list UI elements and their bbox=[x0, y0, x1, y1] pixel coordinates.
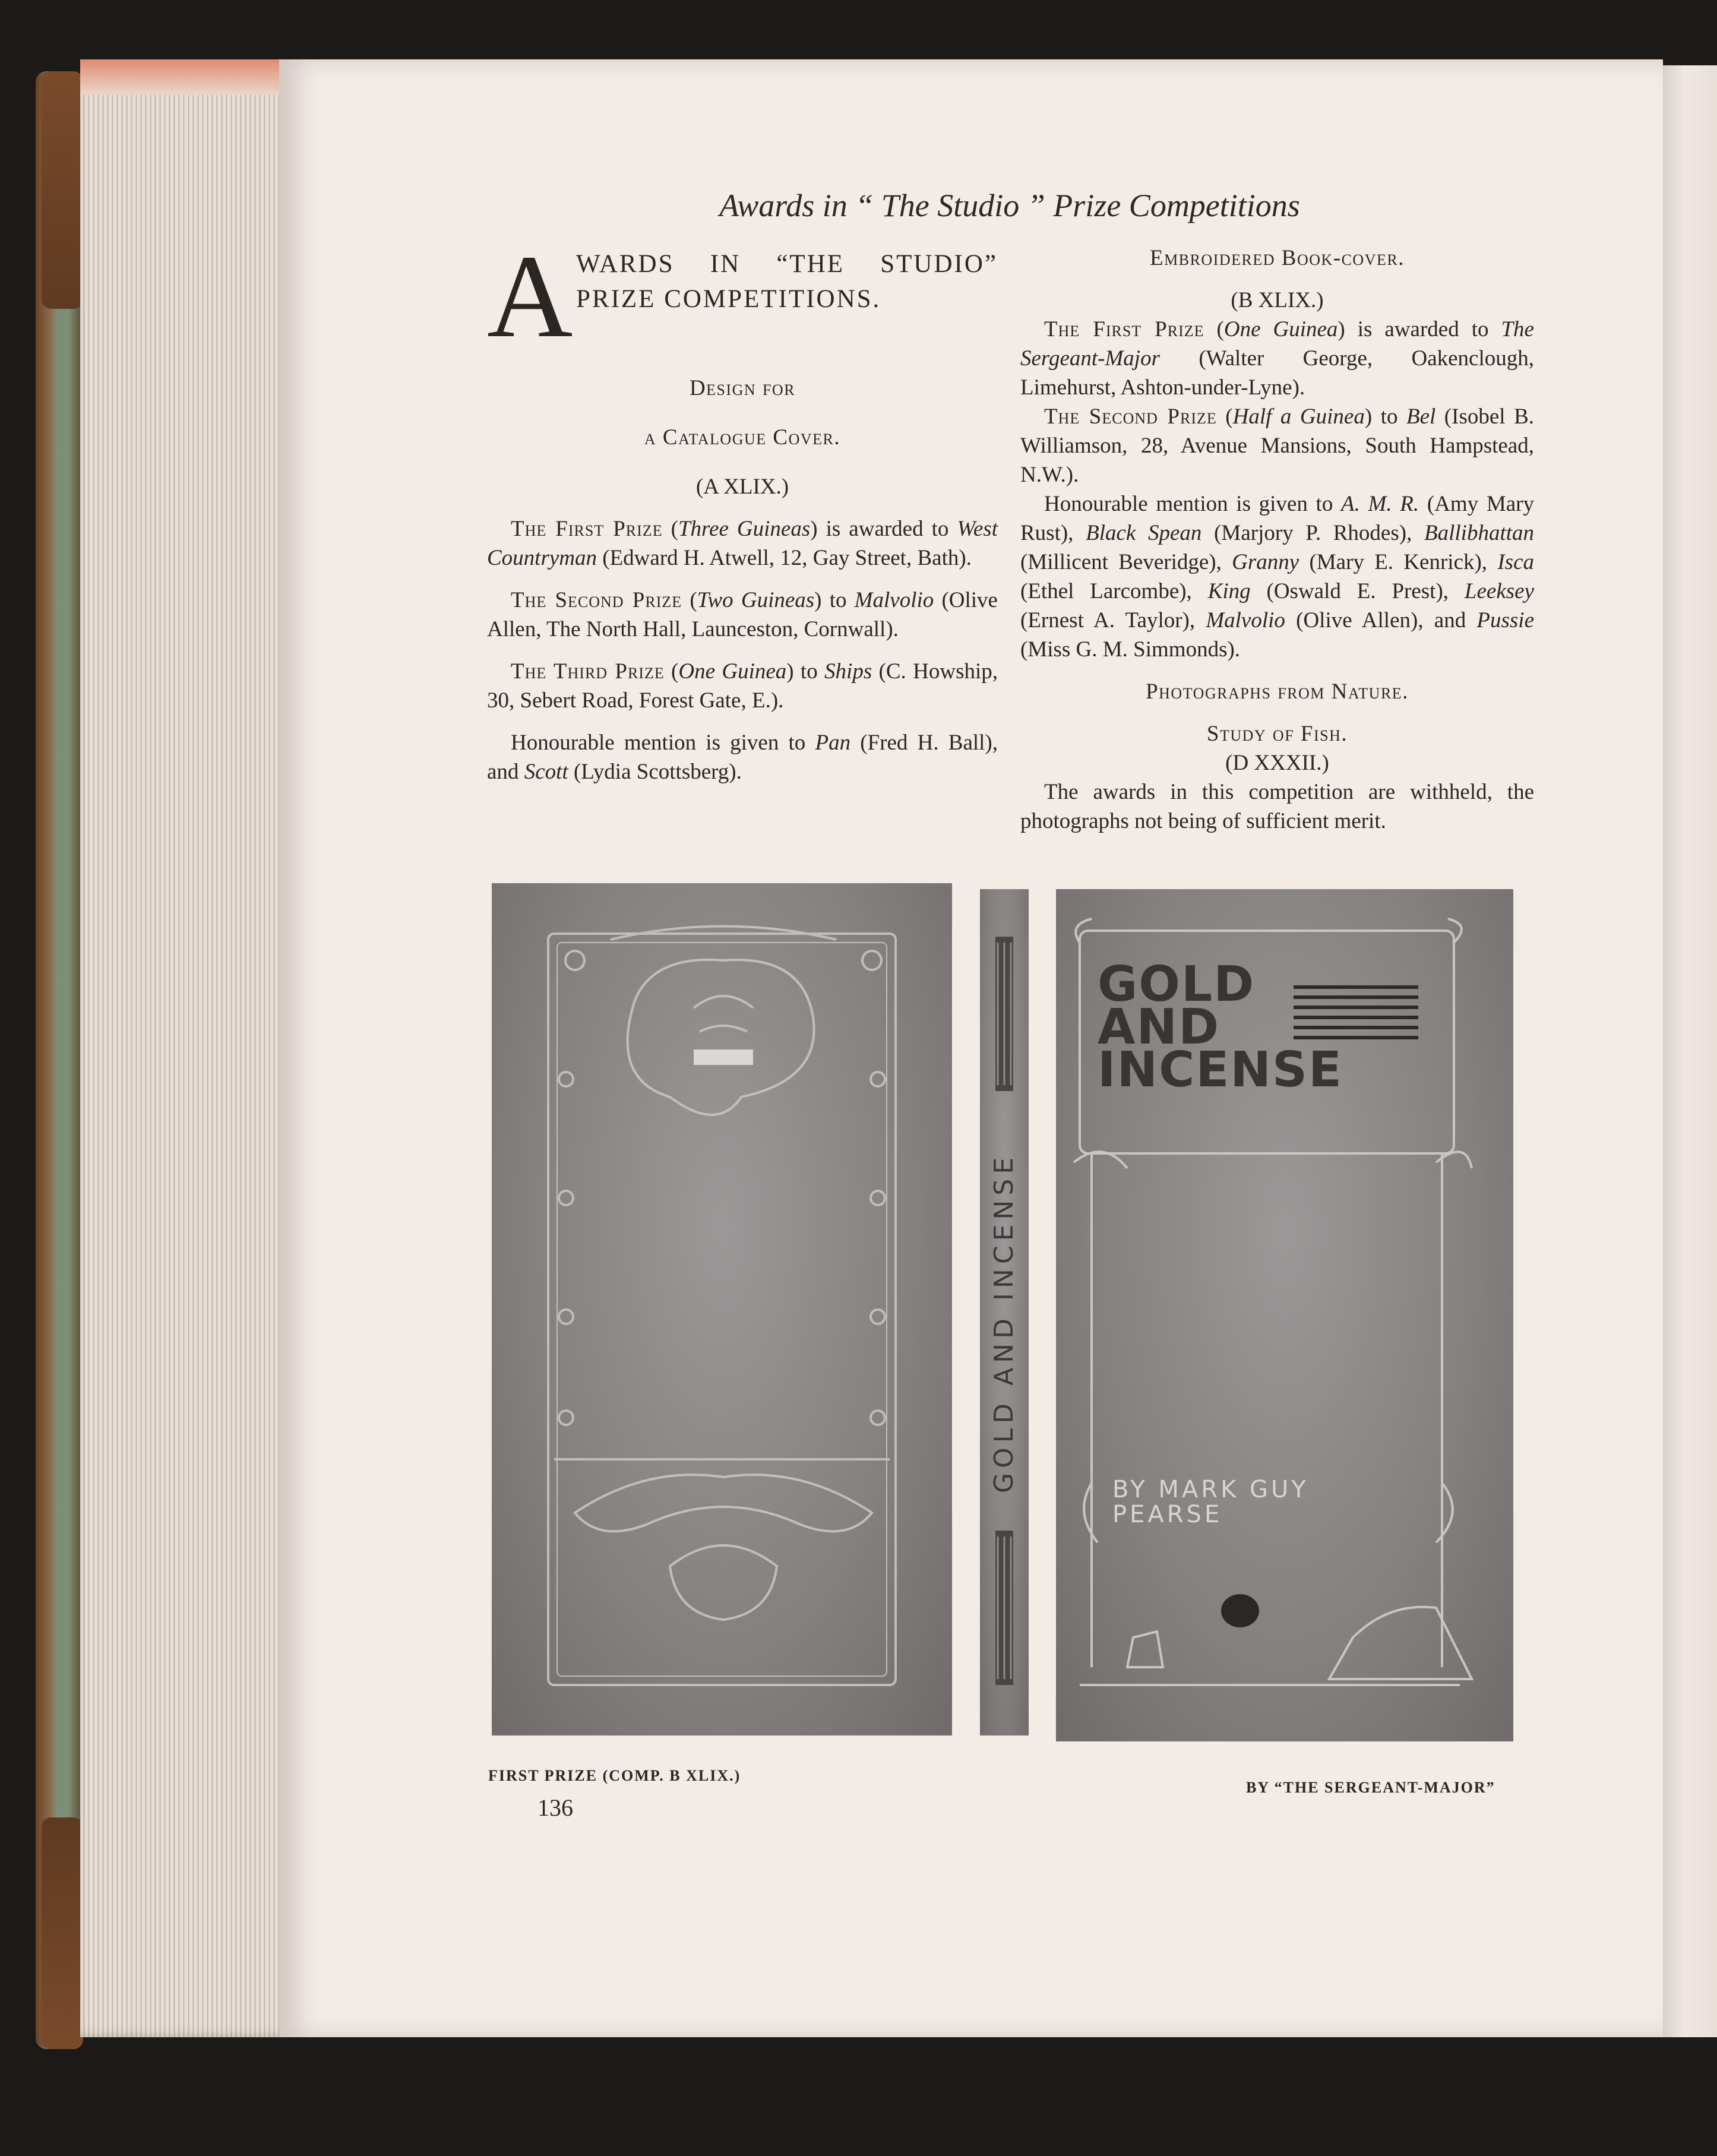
spine-title-text: GOLD AND INCENSE bbox=[989, 1152, 1020, 1493]
spine-title bbox=[985, 1055, 1024, 1590]
second-prize-details: (Olive Allen, The North Hall, Launceston, Cornwall). bbox=[487, 588, 998, 641]
b-first-prize-mid: is awarded to bbox=[1345, 317, 1501, 342]
honourable-mention-paragraph bbox=[487, 728, 998, 786]
second-prize-label: The Second Prize bbox=[511, 588, 682, 612]
right-column bbox=[1020, 244, 1534, 836]
left-column bbox=[487, 231, 998, 786]
b-first-prize-winner: The Sergeant-Major bbox=[1020, 317, 1534, 371]
b-hm-name: Pussie bbox=[1476, 608, 1535, 633]
b-hm-details: (Miss G. M. Simmonds). bbox=[1020, 637, 1241, 662]
first-prize-amount: Three Guineas bbox=[678, 517, 811, 541]
second-prize-amount: Two Guineas bbox=[697, 588, 815, 612]
b-second-prize-mid: to bbox=[1372, 404, 1406, 429]
second-prize-winner: Malvolio bbox=[854, 588, 934, 612]
first-prize-winner: West Countryman bbox=[487, 517, 998, 570]
back-cover-ornament bbox=[492, 883, 952, 1735]
b-hm-name: Ballibhattan bbox=[1424, 521, 1534, 545]
caption-right: BY “THE SERGEANT-MAJOR” bbox=[1246, 1779, 1495, 1796]
hm-name-1: Pan bbox=[815, 731, 851, 755]
b-hm-details: (Oswald E. Prest), bbox=[1250, 579, 1465, 603]
third-prize-mid: to bbox=[793, 659, 825, 684]
b-honourable-mention-paragraph bbox=[1020, 489, 1534, 664]
b-first-prize-amount: One Guinea bbox=[1223, 317, 1338, 342]
b-hm-details: (Amy Mary Rust), bbox=[1020, 492, 1535, 545]
cover-title-line-3: INCENSE bbox=[1098, 1042, 1343, 1098]
b-hm-name: King bbox=[1207, 579, 1251, 603]
third-prize-winner: Ships bbox=[824, 659, 872, 684]
section-title-book-cover: Embroidered Book-cover. bbox=[1150, 246, 1405, 270]
book-leather-corner-bottom bbox=[42, 1817, 83, 2049]
b-hm-details: (Millicent Beveridge), bbox=[1020, 550, 1232, 574]
first-prize-label: The First Prize bbox=[511, 517, 663, 541]
book-spine-illustration bbox=[980, 889, 1029, 1735]
running-head: Awards in “ The Studio ” Prize Competitions bbox=[719, 188, 1300, 223]
first-prize-details: (Edward H. Atwell, 12, Gay Street, Bath). bbox=[597, 546, 972, 570]
drop-cap: A bbox=[487, 231, 573, 362]
hm-details-1: (Fred H. Ball), and bbox=[487, 731, 998, 784]
b-second-prize-paragraph: The Second Prize (Half a Guinea) to Bel (Isobel B. Williamson, 28, Avenue Mansions, South Hampstead, N.W.). bbox=[1020, 404, 1534, 487]
first-prize-mid: is awarded to bbox=[817, 517, 957, 541]
b-second-prize-winner: Bel bbox=[1406, 404, 1436, 429]
b-first-prize-paragraph: The First Prize (One Guinea) is awarded to The Sergeant-Major (Walter George, Oakenclough, Limehurst, Ashton-under-Lyne). bbox=[1020, 317, 1534, 400]
b-first-prize-label: The First Prize bbox=[1044, 317, 1204, 342]
hm-details-2: (Lydia Scottsberg). bbox=[568, 760, 742, 784]
photo-withheld-paragraph: The awards in this competition are withheld, the photographs not being of sufficient merit. bbox=[1020, 780, 1534, 833]
cover-author-line-2: PEARSE bbox=[1112, 1501, 1223, 1528]
facing-page-edge bbox=[1663, 65, 1717, 2037]
b-second-prize-label: The Second Prize bbox=[1044, 404, 1217, 429]
cover-title bbox=[1098, 956, 1430, 1098]
page-number: 136 bbox=[537, 1794, 573, 1821]
third-prize-amount: One Guinea bbox=[678, 659, 787, 684]
second-prize-paragraph: The Second Prize (Two Guineas) to Malvolio (Olive Allen, The North Hall, Launceston, Cornwall). bbox=[487, 588, 998, 641]
b-hm-name: Malvolio bbox=[1206, 608, 1285, 633]
section-title-catalogue-1: Design for bbox=[689, 376, 796, 400]
cover-title-line-2: AND bbox=[1098, 999, 1220, 1055]
b-hm-details: (Ernest A. Taylor), bbox=[1020, 608, 1206, 633]
b-first-prize-details: (Walter George, Oakenclough, Limehurst, Ashton-under-Lyne). bbox=[1020, 346, 1534, 400]
third-prize-label: The Third Prize bbox=[511, 659, 665, 684]
caption-left: FIRST PRIZE (COMP. B XLIX.) bbox=[488, 1767, 741, 1784]
b-hm-name: Black Spean bbox=[1086, 521, 1202, 545]
intro-heading: WARDS IN “THE STUDIO” PRIZE COMPETITIONS. bbox=[576, 250, 998, 313]
third-prize-details: (C. Howship, 30, Sebert Road, Forest Gate, E.). bbox=[487, 659, 998, 713]
first-prize-paragraph: The First Prize (Three Guineas) is awarded to West Countryman (Edward H. Atwell, 12, Gay Street, Bath). bbox=[487, 517, 998, 570]
cover-author bbox=[1112, 1477, 1421, 1527]
b-second-prize-amount: Half a Guinea bbox=[1232, 404, 1365, 429]
book-back-cover-illustration bbox=[492, 883, 952, 1735]
section-title-catalogue-2: a Catalogue Cover. bbox=[644, 425, 841, 450]
b-hm-details: (Mary E. Kenrick), bbox=[1299, 550, 1498, 574]
b-hm-details: (Ethel Larcombe), bbox=[1020, 579, 1208, 603]
b-hm-name: Leeksey bbox=[1464, 579, 1534, 603]
book-leather-corner-top bbox=[42, 71, 83, 309]
intro-block bbox=[487, 231, 998, 362]
hm-intro: Honourable mention is given to bbox=[511, 731, 815, 755]
cover-title-line-1: GOLD bbox=[1098, 956, 1256, 1013]
third-prize-paragraph: The Third Prize (One Guinea) to Ships (C. Howship, 30, Sebert Road, Forest Gate, E.). bbox=[487, 659, 998, 713]
b-second-prize-details: (Isobel B. Williamson, 28, Avenue Mansions, South Hampstead, N.W.). bbox=[1020, 404, 1534, 487]
b-hm-details: (Marjory P. Rhodes), bbox=[1201, 521, 1424, 545]
hm-name-2: Scott bbox=[524, 760, 568, 784]
b-hm-intro: Honourable mention is given to bbox=[1044, 492, 1342, 516]
b-hm-name: Isca bbox=[1497, 550, 1534, 574]
section-title-study-of-fish: Study of Fish. bbox=[1206, 722, 1348, 746]
section-title-photographs: Photographs from Nature. bbox=[1146, 679, 1409, 704]
section-code-d-xxxii: (D XXXII.) bbox=[1225, 751, 1329, 775]
second-prize-mid: to bbox=[821, 588, 855, 612]
section-code-a-xlix: (A XLIX.) bbox=[695, 475, 789, 499]
book-spine-cloth bbox=[36, 71, 83, 2049]
section-code-b-xlix: (B XLIX.) bbox=[1231, 288, 1324, 312]
b-hm-name: Granny bbox=[1232, 550, 1299, 574]
b-hm-name: A. M. R. bbox=[1341, 492, 1419, 516]
b-hm-details: (Olive Allen), and bbox=[1285, 608, 1477, 633]
cover-author-line-1: BY MARK GUY bbox=[1112, 1476, 1309, 1503]
book-front-cover-illustration bbox=[1056, 889, 1513, 1741]
